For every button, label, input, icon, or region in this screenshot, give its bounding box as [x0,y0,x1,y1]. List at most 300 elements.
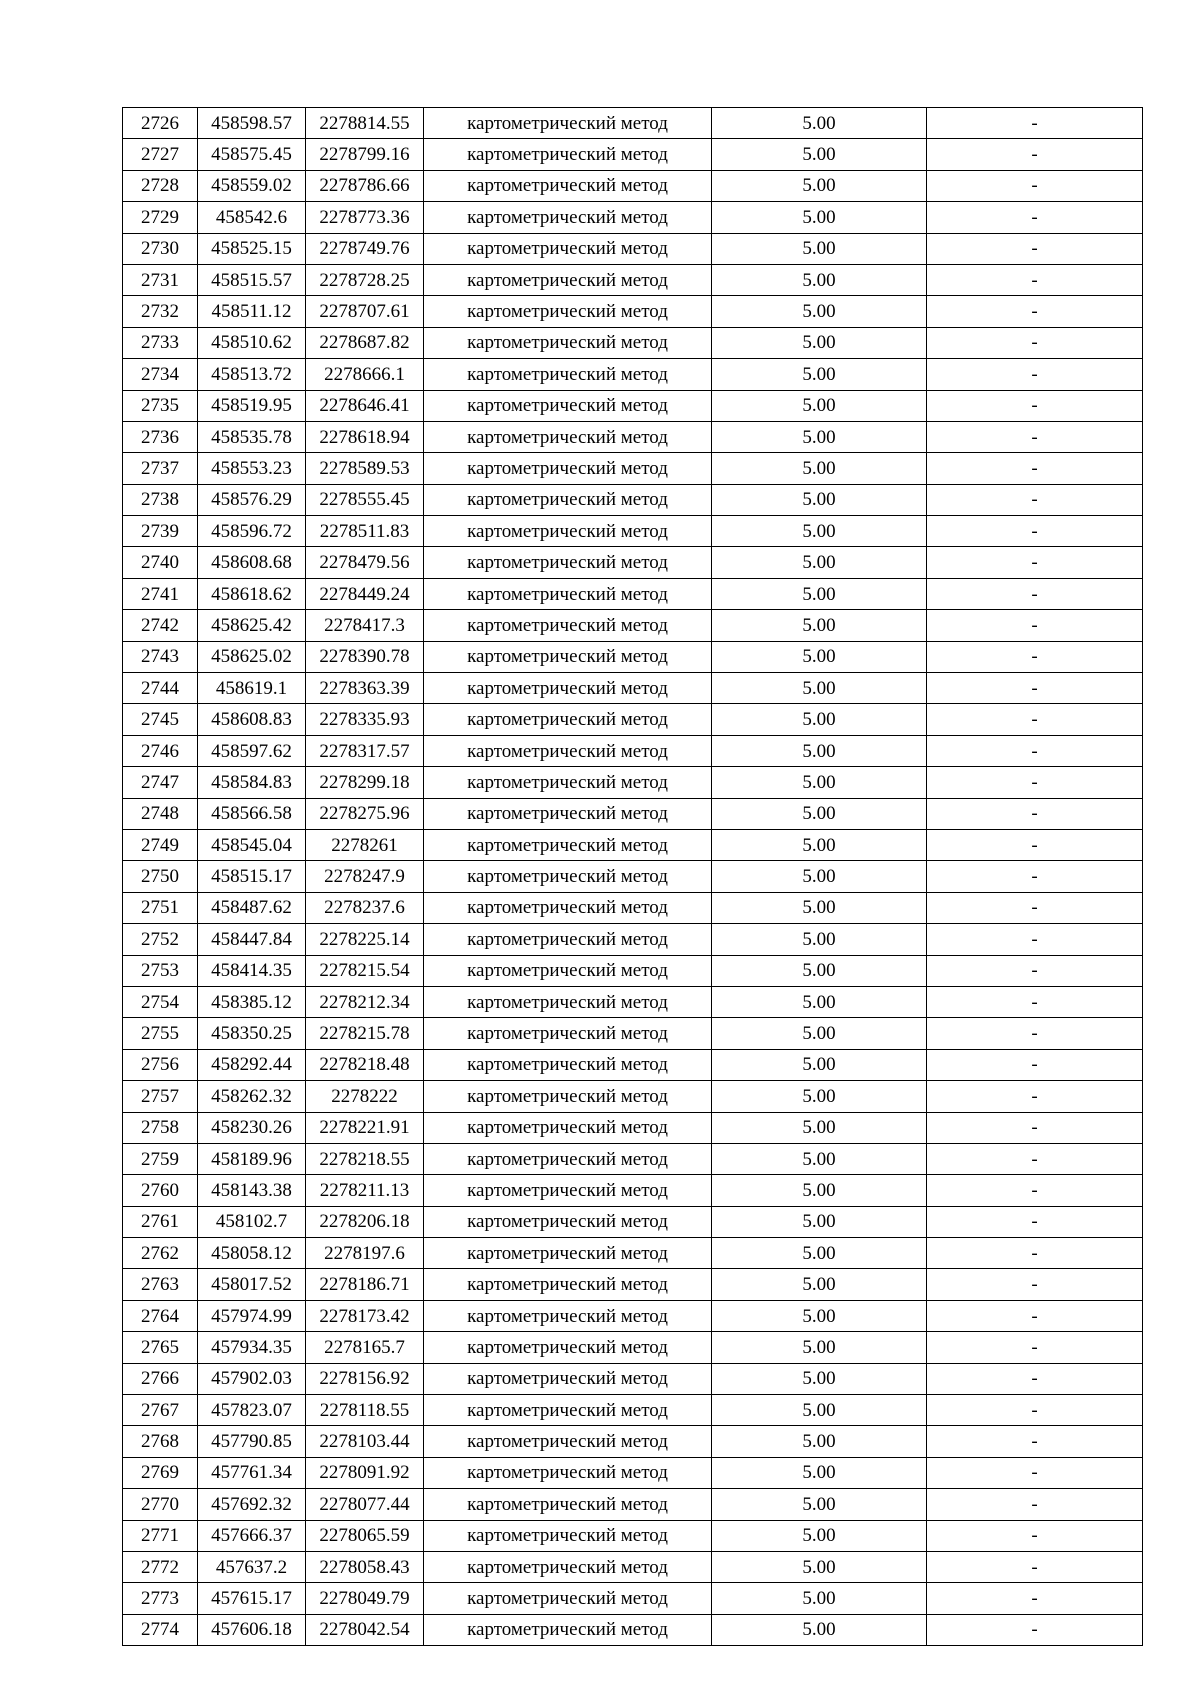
accuracy-cell: 5.00 [712,547,927,578]
table-row [123,861,1143,892]
description-cell: - [927,1238,1143,1269]
point-number-cell: 2772 [123,1551,198,1582]
accuracy-cell: 5.00 [712,986,927,1017]
method-cell: картометрический метод [424,955,712,986]
accuracy-cell: 5.00 [712,1112,927,1143]
x-coordinate-cell: 457790.85 [198,1426,306,1457]
x-coordinate-cell: 458553.23 [198,453,306,484]
y-coordinate-cell: 2278206.18 [306,1206,424,1237]
y-coordinate-cell: 2278417.3 [306,610,424,641]
method-cell: картометрический метод [424,453,712,484]
description-cell: - [927,1457,1143,1488]
table-row [123,924,1143,955]
y-coordinate-cell: 2278221.91 [306,1112,424,1143]
point-number-cell: 2769 [123,1457,198,1488]
accuracy-cell: 5.00 [712,484,927,515]
table-row [123,1457,1143,1488]
x-coordinate-cell: 457761.34 [198,1457,306,1488]
method-cell: картометрический метод [424,296,712,327]
accuracy-cell: 5.00 [712,673,927,704]
table-row [123,1363,1143,1394]
table-row [123,233,1143,264]
point-number-cell: 2737 [123,453,198,484]
accuracy-cell: 5.00 [712,735,927,766]
y-coordinate-cell: 2278225.14 [306,924,424,955]
point-number-cell: 2730 [123,233,198,264]
x-coordinate-cell: 457615.17 [198,1583,306,1614]
x-coordinate-cell: 458608.68 [198,547,306,578]
point-number-cell: 2743 [123,641,198,672]
accuracy-cell: 5.00 [712,1332,927,1363]
x-coordinate-cell: 458017.52 [198,1269,306,1300]
x-coordinate-cell: 458414.35 [198,955,306,986]
description-cell: - [927,641,1143,672]
description-cell: - [927,861,1143,892]
table-row [123,1520,1143,1551]
y-coordinate-cell: 2278363.39 [306,673,424,704]
x-coordinate-cell: 458189.96 [198,1143,306,1174]
table-row [123,1112,1143,1143]
accuracy-cell: 5.00 [712,767,927,798]
description-cell: - [927,1081,1143,1112]
point-number-cell: 2729 [123,202,198,233]
y-coordinate-cell: 2278773.36 [306,202,424,233]
accuracy-cell: 5.00 [712,1520,927,1551]
point-number-cell: 2770 [123,1489,198,1520]
y-coordinate-cell: 2278218.48 [306,1049,424,1080]
description-cell: - [927,1426,1143,1457]
y-coordinate-cell: 2278511.83 [306,516,424,547]
method-cell: картометрический метод [424,578,712,609]
description-cell: - [927,735,1143,766]
y-coordinate-cell: 2278222 [306,1081,424,1112]
method-cell: картометрический метод [424,924,712,955]
accuracy-cell: 5.00 [712,1457,927,1488]
method-cell: картометрический метод [424,610,712,641]
y-coordinate-cell: 2278555.45 [306,484,424,515]
point-number-cell: 2762 [123,1238,198,1269]
y-coordinate-cell: 2278091.92 [306,1457,424,1488]
y-coordinate-cell: 2278707.61 [306,296,424,327]
accuracy-cell: 5.00 [712,610,927,641]
accuracy-cell: 5.00 [712,453,927,484]
table-row [123,516,1143,547]
description-cell: - [927,673,1143,704]
x-coordinate-cell: 458292.44 [198,1049,306,1080]
point-number-cell: 2765 [123,1332,198,1363]
point-number-cell: 2731 [123,264,198,295]
accuracy-cell: 5.00 [712,578,927,609]
description-cell: - [927,453,1143,484]
table-row [123,1206,1143,1237]
y-coordinate-cell: 2278237.6 [306,892,424,923]
point-number-cell: 2752 [123,924,198,955]
description-cell: - [927,1175,1143,1206]
description-cell: - [927,1143,1143,1174]
table-row [123,1143,1143,1174]
method-cell: картометрический метод [424,1143,712,1174]
x-coordinate-cell: 458487.62 [198,892,306,923]
method-cell: картометрический метод [424,1112,712,1143]
x-coordinate-cell: 458559.02 [198,170,306,201]
method-cell: картометрический метод [424,641,712,672]
table-row [123,1395,1143,1426]
x-coordinate-cell: 458598.57 [198,108,306,139]
point-number-cell: 2759 [123,1143,198,1174]
description-cell: - [927,1332,1143,1363]
accuracy-cell: 5.00 [712,1018,927,1049]
x-coordinate-cell: 458545.04 [198,829,306,860]
y-coordinate-cell: 2278211.13 [306,1175,424,1206]
description-cell: - [927,704,1143,735]
method-cell: картометрический метод [424,704,712,735]
x-coordinate-cell: 458575.45 [198,139,306,170]
y-coordinate-cell: 2278299.18 [306,767,424,798]
table-row [123,641,1143,672]
point-number-cell: 2738 [123,484,198,515]
y-coordinate-cell: 2278317.57 [306,735,424,766]
method-cell: картометрический метод [424,233,712,264]
description-cell: - [927,1363,1143,1394]
point-number-cell: 2761 [123,1206,198,1237]
x-coordinate-cell: 458447.84 [198,924,306,955]
method-cell: картометрический метод [424,1395,712,1426]
method-cell: картометрический метод [424,484,712,515]
method-cell: картометрический метод [424,1175,712,1206]
x-coordinate-cell: 457692.32 [198,1489,306,1520]
point-number-cell: 2747 [123,767,198,798]
table-row [123,484,1143,515]
x-coordinate-cell: 458058.12 [198,1238,306,1269]
accuracy-cell: 5.00 [712,1206,927,1237]
point-number-cell: 2764 [123,1300,198,1331]
method-cell: картометрический метод [424,421,712,452]
point-number-cell: 2749 [123,829,198,860]
method-cell: картометрический метод [424,1332,712,1363]
table-row [123,578,1143,609]
accuracy-cell: 5.00 [712,170,927,201]
method-cell: картометрический метод [424,892,712,923]
point-number-cell: 2773 [123,1583,198,1614]
x-coordinate-cell: 458350.25 [198,1018,306,1049]
description-cell: - [927,359,1143,390]
y-coordinate-cell: 2278212.34 [306,986,424,1017]
table-row [123,170,1143,201]
point-number-cell: 2756 [123,1049,198,1080]
table-row [123,1551,1143,1582]
table-row [123,1175,1143,1206]
method-cell: картометрический метод [424,1269,712,1300]
accuracy-cell: 5.00 [712,1489,927,1520]
description-cell: - [927,202,1143,233]
accuracy-cell: 5.00 [712,233,927,264]
method-cell: картометрический метод [424,767,712,798]
method-cell: картометрический метод [424,798,712,829]
method-cell: картометрический метод [424,1049,712,1080]
description-cell: - [927,327,1143,358]
point-number-cell: 2744 [123,673,198,704]
accuracy-cell: 5.00 [712,955,927,986]
y-coordinate-cell: 2278786.66 [306,170,424,201]
accuracy-cell: 5.00 [712,704,927,735]
x-coordinate-cell: 458535.78 [198,421,306,452]
accuracy-cell: 5.00 [712,139,927,170]
y-coordinate-cell: 2278165.7 [306,1332,424,1363]
point-number-cell: 2734 [123,359,198,390]
y-coordinate-cell: 2278065.59 [306,1520,424,1551]
x-coordinate-cell: 458597.62 [198,735,306,766]
table-row [123,798,1143,829]
method-cell: картометрический метод [424,1238,712,1269]
method-cell: картометрический метод [424,139,712,170]
table-row [123,108,1143,139]
y-coordinate-cell: 2278728.25 [306,264,424,295]
table-row [123,735,1143,766]
y-coordinate-cell: 2278687.82 [306,327,424,358]
table-row [123,1489,1143,1520]
x-coordinate-cell: 458576.29 [198,484,306,515]
coordinates-table [122,107,1143,1646]
method-cell: картометрический метод [424,1363,712,1394]
y-coordinate-cell: 2278197.6 [306,1238,424,1269]
table-row [123,955,1143,986]
description-cell: - [927,1049,1143,1080]
x-coordinate-cell: 458515.17 [198,861,306,892]
point-number-cell: 2727 [123,139,198,170]
table-row [123,296,1143,327]
x-coordinate-cell: 458230.26 [198,1112,306,1143]
method-cell: картометрический метод [424,516,712,547]
point-number-cell: 2751 [123,892,198,923]
table-row [123,264,1143,295]
method-cell: картометрический метод [424,1583,712,1614]
table-row [123,673,1143,704]
point-number-cell: 2740 [123,547,198,578]
x-coordinate-cell: 458566.58 [198,798,306,829]
description-cell: - [927,924,1143,955]
accuracy-cell: 5.00 [712,1175,927,1206]
y-coordinate-cell: 2278335.93 [306,704,424,735]
description-cell: - [927,264,1143,295]
description-cell: - [927,892,1143,923]
y-coordinate-cell: 2278646.41 [306,390,424,421]
y-coordinate-cell: 2278589.53 [306,453,424,484]
y-coordinate-cell: 2278218.55 [306,1143,424,1174]
description-cell: - [927,1300,1143,1331]
point-number-cell: 2750 [123,861,198,892]
y-coordinate-cell: 2278799.16 [306,139,424,170]
description-cell: - [927,484,1143,515]
x-coordinate-cell: 457606.18 [198,1614,306,1645]
accuracy-cell: 5.00 [712,1269,927,1300]
table-row [123,1018,1143,1049]
method-cell: картометрический метод [424,1206,712,1237]
method-cell: картометрический метод [424,1614,712,1645]
x-coordinate-cell: 458525.15 [198,233,306,264]
description-cell: - [927,986,1143,1017]
accuracy-cell: 5.00 [712,421,927,452]
point-number-cell: 2758 [123,1112,198,1143]
accuracy-cell: 5.00 [712,1238,927,1269]
point-number-cell: 2728 [123,170,198,201]
x-coordinate-cell: 458511.12 [198,296,306,327]
accuracy-cell: 5.00 [712,892,927,923]
x-coordinate-cell: 458608.83 [198,704,306,735]
description-cell: - [927,829,1143,860]
description-cell: - [927,1583,1143,1614]
point-number-cell: 2760 [123,1175,198,1206]
point-number-cell: 2746 [123,735,198,766]
y-coordinate-cell: 2278215.78 [306,1018,424,1049]
table-row [123,892,1143,923]
method-cell: картометрический метод [424,547,712,578]
point-number-cell: 2753 [123,955,198,986]
accuracy-cell: 5.00 [712,1081,927,1112]
accuracy-cell: 5.00 [712,327,927,358]
method-cell: картометрический метод [424,861,712,892]
description-cell: - [927,1614,1143,1645]
accuracy-cell: 5.00 [712,1049,927,1080]
description-cell: - [927,1112,1143,1143]
x-coordinate-cell: 458513.72 [198,359,306,390]
x-coordinate-cell: 458143.38 [198,1175,306,1206]
table-row [123,986,1143,1017]
accuracy-cell: 5.00 [712,924,927,955]
method-cell: картометрический метод [424,264,712,295]
method-cell: картометрический метод [424,1018,712,1049]
method-cell: картометрический метод [424,1426,712,1457]
y-coordinate-cell: 2278186.71 [306,1269,424,1300]
table-row [123,704,1143,735]
table-row [123,547,1143,578]
description-cell: - [927,296,1143,327]
table-row [123,453,1143,484]
y-coordinate-cell: 2278173.42 [306,1300,424,1331]
x-coordinate-cell: 458262.32 [198,1081,306,1112]
table-row [123,390,1143,421]
accuracy-cell: 5.00 [712,641,927,672]
method-cell: картометрический метод [424,1551,712,1582]
y-coordinate-cell: 2278390.78 [306,641,424,672]
table-row [123,1583,1143,1614]
accuracy-cell: 5.00 [712,264,927,295]
y-coordinate-cell: 2278275.96 [306,798,424,829]
point-number-cell: 2742 [123,610,198,641]
point-number-cell: 2766 [123,1363,198,1394]
x-coordinate-cell: 458596.72 [198,516,306,547]
table-row [123,829,1143,860]
x-coordinate-cell: 458515.57 [198,264,306,295]
point-number-cell: 2741 [123,578,198,609]
x-coordinate-cell: 458519.95 [198,390,306,421]
table-row [123,1049,1143,1080]
y-coordinate-cell: 2278058.43 [306,1551,424,1582]
accuracy-cell: 5.00 [712,108,927,139]
accuracy-cell: 5.00 [712,1395,927,1426]
point-number-cell: 2771 [123,1520,198,1551]
accuracy-cell: 5.00 [712,202,927,233]
table-row [123,202,1143,233]
description-cell: - [927,516,1143,547]
method-cell: картометрический метод [424,327,712,358]
table-row [123,1238,1143,1269]
point-number-cell: 2754 [123,986,198,1017]
y-coordinate-cell: 2278479.56 [306,547,424,578]
table-row [123,1300,1143,1331]
description-cell: - [927,1206,1143,1237]
x-coordinate-cell: 458102.7 [198,1206,306,1237]
x-coordinate-cell: 457666.37 [198,1520,306,1551]
y-coordinate-cell: 2278449.24 [306,578,424,609]
description-cell: - [927,767,1143,798]
y-coordinate-cell: 2278103.44 [306,1426,424,1457]
table-row [123,1269,1143,1300]
y-coordinate-cell: 2278749.76 [306,233,424,264]
x-coordinate-cell: 457934.35 [198,1332,306,1363]
y-coordinate-cell: 2278049.79 [306,1583,424,1614]
method-cell: картометрический метод [424,359,712,390]
table-row [123,1426,1143,1457]
point-number-cell: 2767 [123,1395,198,1426]
accuracy-cell: 5.00 [712,390,927,421]
y-coordinate-cell: 2278215.54 [306,955,424,986]
point-number-cell: 2735 [123,390,198,421]
point-number-cell: 2748 [123,798,198,829]
description-cell: - [927,1489,1143,1520]
method-cell: картометрический метод [424,202,712,233]
coordinates-table-body [123,108,1143,1646]
method-cell: картометрический метод [424,1300,712,1331]
method-cell: картометрический метод [424,829,712,860]
table-row [123,1332,1143,1363]
description-cell: - [927,798,1143,829]
description-cell: - [927,1551,1143,1582]
description-cell: - [927,1269,1143,1300]
accuracy-cell: 5.00 [712,1300,927,1331]
method-cell: картометрический метод [424,390,712,421]
x-coordinate-cell: 457974.99 [198,1300,306,1331]
x-coordinate-cell: 458619.1 [198,673,306,704]
table-row [123,139,1143,170]
description-cell: - [927,1018,1143,1049]
accuracy-cell: 5.00 [712,1363,927,1394]
x-coordinate-cell: 457637.2 [198,1551,306,1582]
description-cell: - [927,547,1143,578]
method-cell: картометрический метод [424,1457,712,1488]
x-coordinate-cell: 458542.6 [198,202,306,233]
point-number-cell: 2732 [123,296,198,327]
table-row [123,421,1143,452]
accuracy-cell: 5.00 [712,359,927,390]
description-cell: - [927,578,1143,609]
description-cell: - [927,233,1143,264]
x-coordinate-cell: 457823.07 [198,1395,306,1426]
accuracy-cell: 5.00 [712,1143,927,1174]
accuracy-cell: 5.00 [712,296,927,327]
point-number-cell: 2726 [123,108,198,139]
point-number-cell: 2755 [123,1018,198,1049]
point-number-cell: 2739 [123,516,198,547]
method-cell: картометрический метод [424,170,712,201]
y-coordinate-cell: 2278042.54 [306,1614,424,1645]
description-cell: - [927,170,1143,201]
point-number-cell: 2774 [123,1614,198,1645]
point-number-cell: 2763 [123,1269,198,1300]
table-row [123,327,1143,358]
x-coordinate-cell: 458618.62 [198,578,306,609]
table-row [123,359,1143,390]
table-row [123,1081,1143,1112]
